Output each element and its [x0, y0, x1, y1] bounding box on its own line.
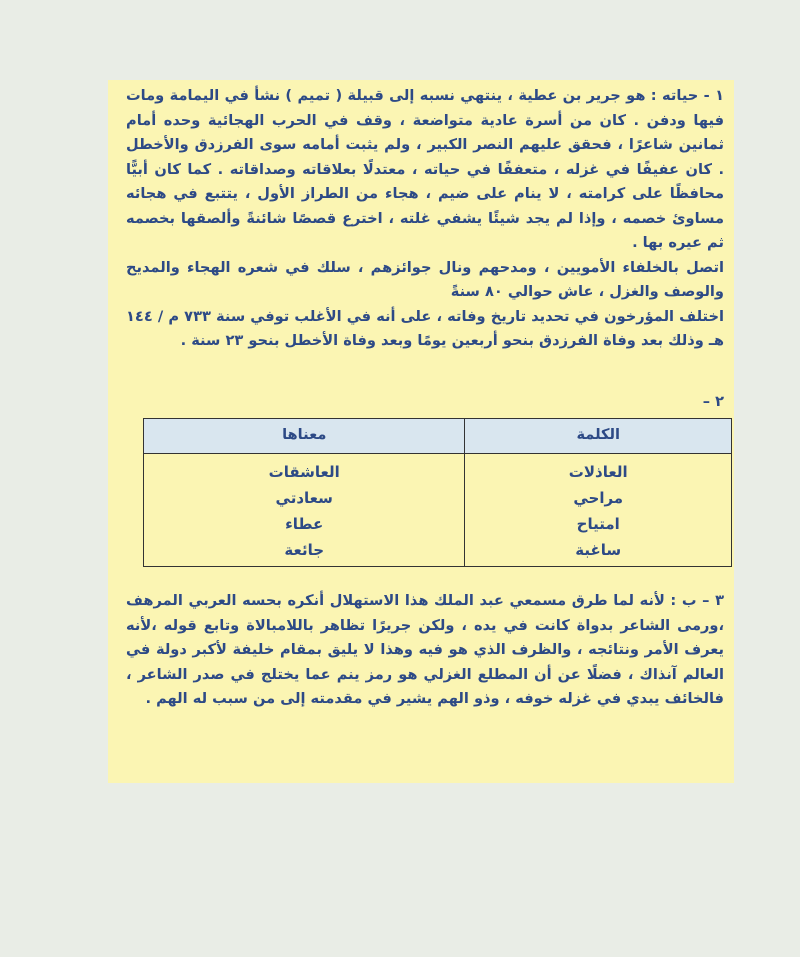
word-item: ساغبة: [575, 541, 622, 559]
meaning-item: عطاء: [285, 515, 324, 533]
meaning-column: [144, 454, 465, 567]
vocabulary-table-body-row: [144, 454, 732, 567]
section-2-label: ٢ –: [702, 392, 724, 410]
header-meaning: معناها: [144, 418, 465, 454]
vocabulary-table: [143, 418, 732, 568]
section-1: [126, 84, 724, 354]
answer-content: [126, 84, 724, 712]
meaning-item: جائعة: [284, 541, 325, 559]
section-1-paragraph-death: اختلف المؤرخون في تحديد تاريخ وفاته ، على أنه في الأغلب توفي سنة ٧٣٣ م / ١٤٤ هـ وذلك بعد وفاة الفرزدق بنحو أربعين يومًا وبعد وفاة الأخطل بنحو ٢٣ سنة .: [126, 307, 724, 349]
meaning-item: سعادتي: [275, 489, 333, 507]
section-1-paragraph-caliphs: اتصل بالخلفاء الأمويين ، ومدحهم ونال جوائزهم ، سلك في شعره الهجاء والمديح والوصف والغزل ، عاش حوالي ٨٠ سنةً: [126, 258, 724, 300]
section-1-paragraph-biography: ١ - حياته : هو جرير بن عطية ، ينتهي نسبه إلى قبيلة ( تميم ) نشأ في اليمامة ومات فيها ودفن . كان من أسرة عادية متواضعة ، وقف في الحرب الهجائية وحده أمام ثمانين شاعرًا ، فحقق عليهم النصر الكبير ، ولم يثبت أمامه سوى الفرزدق والأخطل . كان عفيفًا في غزله ، متعففًا في حياته ، معتدلًا بعلاقاته وصداقاته . كما كان أبيًّا محافظًا على كرامته ، لا ينام على ضيم ، هجاء من الطراز الأول ، يتتبع في هجائه مساوئ خصمه ، وإذا لم يجد شيئًا يشفي غلته ، اخترع قصصًا شائنةً وألصقها بخصمه ثم عيره بها .: [126, 87, 724, 251]
answer-sheet: [108, 80, 734, 783]
vocabulary-table-header-row: [144, 418, 732, 454]
word-column: [465, 454, 732, 567]
word-item: امتياح: [576, 515, 620, 533]
word-item: العاذلات: [568, 463, 628, 481]
section-3-paragraph: ٣ – ب : لأنه لما طرق مسمعي عبد الملك هذا الاستهلال أنكره بحسه العربي المرهف ،ورمى الشاعر بدواة كانت في يده ، ولكن جريرًا تظاهر باللامبالاة وتابع قوله ،لأنه يعرف الأمر ونتائجه ، والظرف الذي هو فيه وهذا لا يليق بمقام خليفة لأكبر دولة في العالم آنذاك ، فضلًا عن أن المطلع الغزلي هو رمز ينم عما يختلج في صدر الشاعر ، فالخائف يبدي في غزله خوفه ، وذو الهم يشير في مقدمته إلى من سبب له الهم .: [126, 592, 724, 707]
section-3: [126, 589, 724, 712]
word-item: مراحي: [573, 489, 624, 507]
header-word: الكلمة: [465, 418, 732, 454]
meaning-item: العاشقات: [268, 463, 340, 481]
